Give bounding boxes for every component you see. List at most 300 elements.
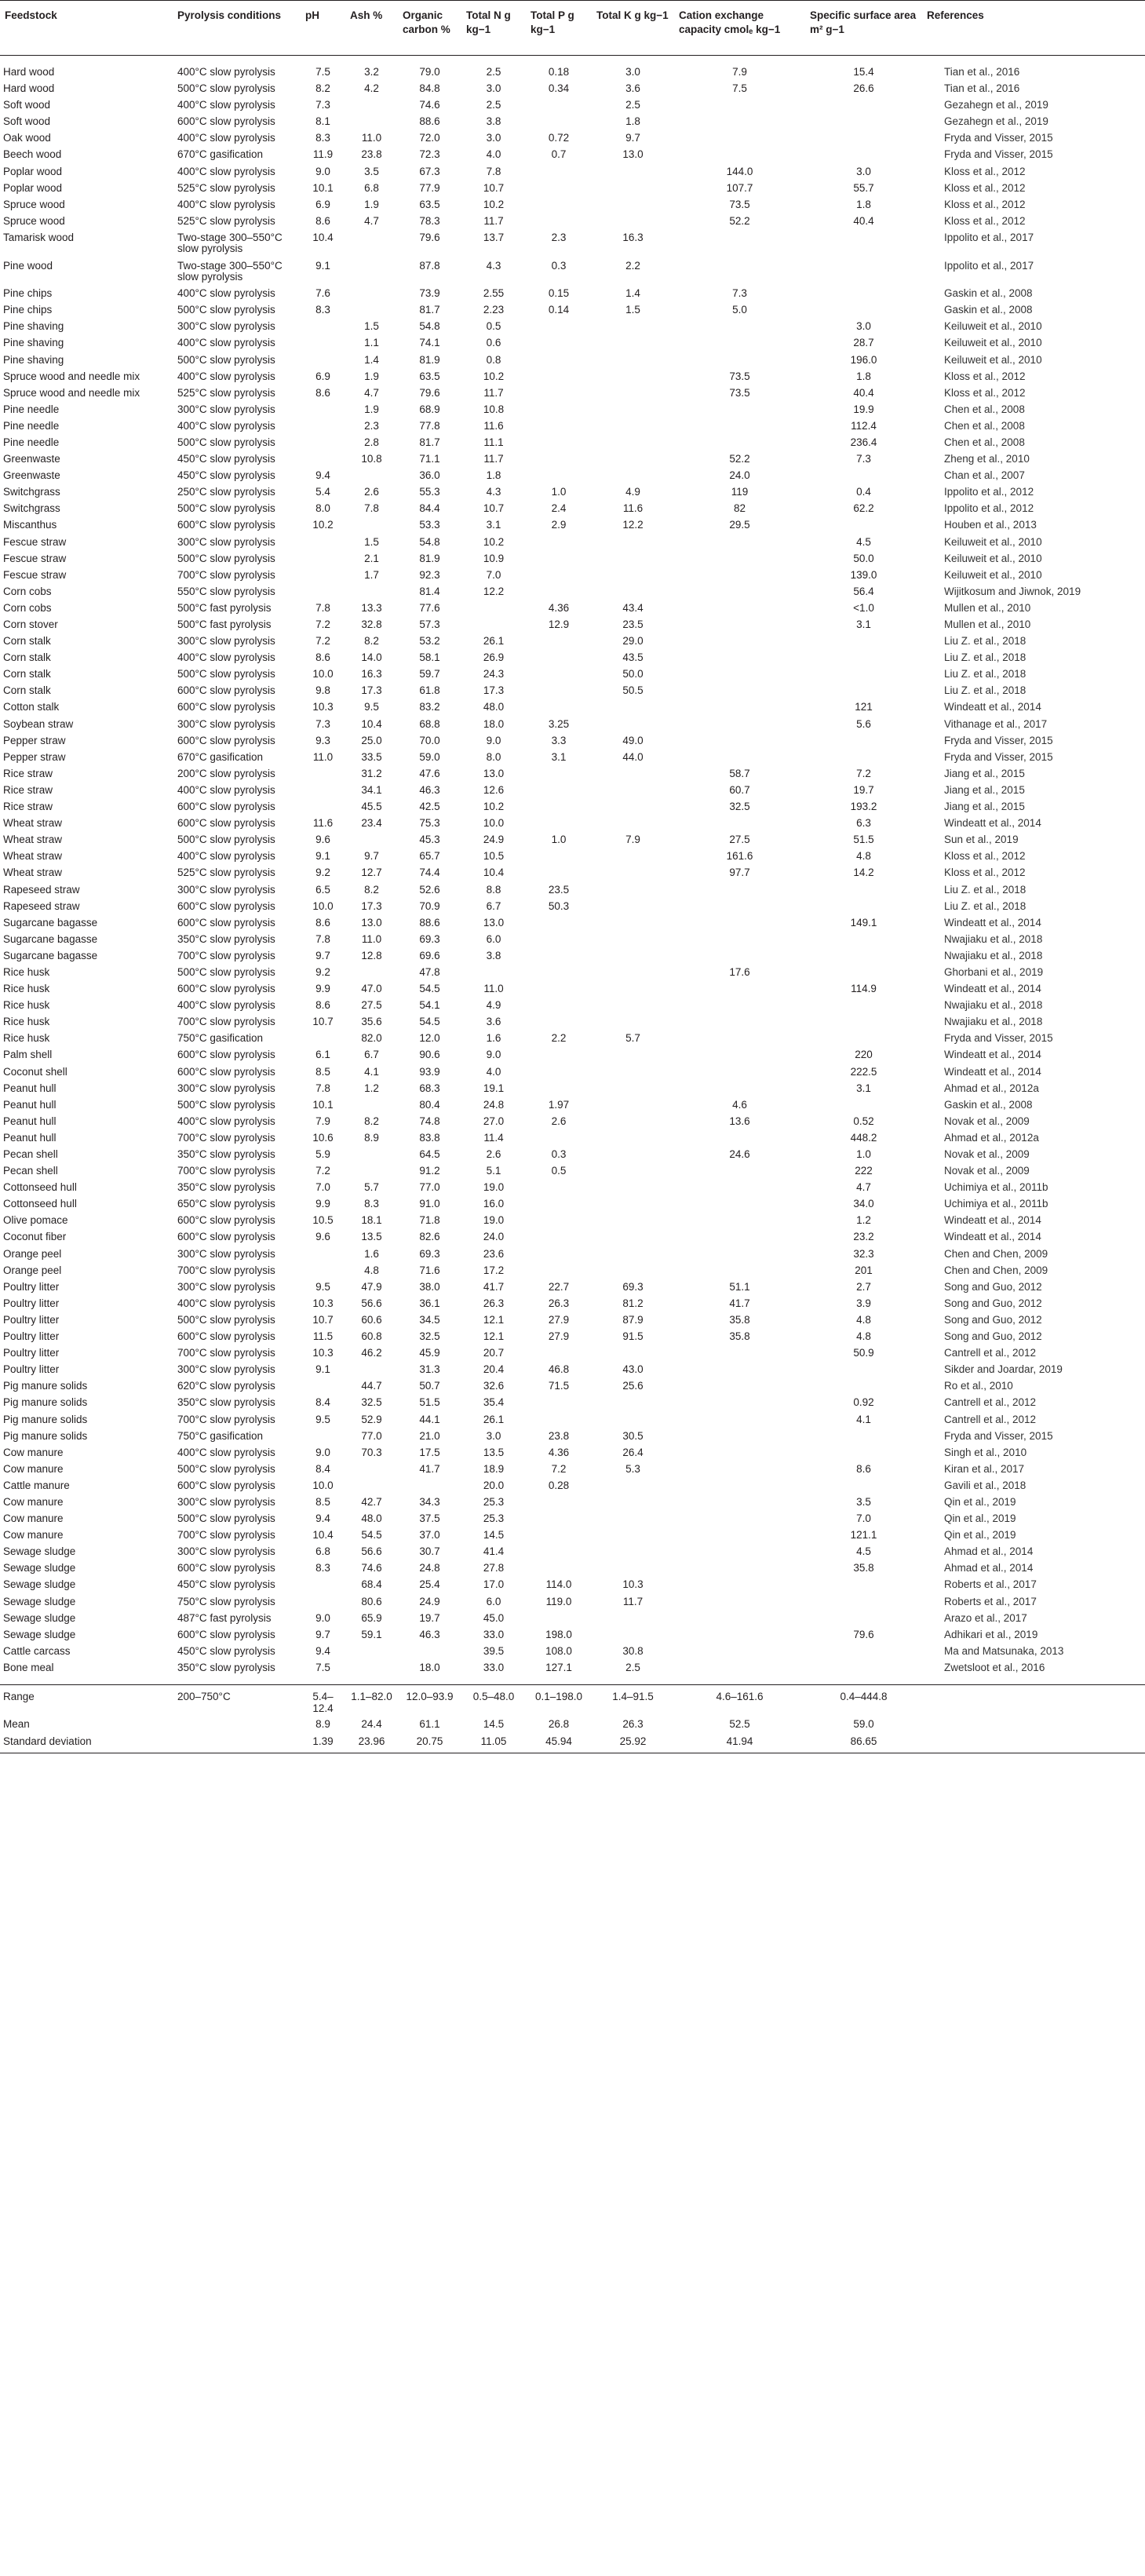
table-row [0,352,1145,369]
cell-reference: Novak et al., 2009 [944,1115,1030,1127]
cell-ph [301,783,345,799]
cell-organic-carbon: 53.3 [419,519,440,531]
cell-total-n: 14.5 [483,1529,505,1542]
cell-feedstock: Standard deviation [0,1734,173,1753]
cell-total-n: 39.5 [483,1644,505,1657]
cell-cec [674,633,805,650]
cell-total-p [526,848,592,865]
cell-reference: Keiluweit et al., 2010 [944,535,1042,548]
cell-total-k [592,915,674,932]
cell-cec [674,1362,805,1378]
cell-total-p: 0.18 [548,66,570,78]
cell-organic-carbon: 20.75 [398,1734,461,1753]
cell-ash: 42.7 [361,1495,382,1508]
cell-reference: Windeatt et al., 2014 [944,916,1041,929]
cell-total-n: 23.6 [483,1247,505,1260]
table-row [0,1428,1145,1445]
cell-total-k [592,965,674,981]
cell-reference: Gaskin et al., 2008 [944,304,1033,316]
cell-conditions: 300°C slow pyrolysis [177,883,275,896]
cell-organic-carbon: 74.1 [419,337,440,349]
cell-surface-area [805,1644,922,1660]
cell-surface-area: 3.0 [856,165,871,177]
cell-total-k [592,1627,674,1644]
table-row [0,948,1145,965]
cell-ph: 5.4 [315,486,330,498]
cell-total-n: 2.23 [483,304,505,316]
cell-total-p [526,213,592,230]
cell-ash: 47.9 [361,1280,382,1293]
cell-reference: Ahmad et al., 2012a [944,1131,1039,1144]
cell-ph: 11.5 [312,1330,334,1343]
cell-total-p: 2.3 [551,231,567,243]
cell-conditions: 500°C slow pyrolysis [177,834,275,846]
cell-total-p: 50.3 [548,899,570,912]
cell-total-p [526,865,592,881]
cell-conditions: 400°C slow pyrolysis [177,999,275,1012]
cell-ph: 6.5 [315,883,330,896]
cell-surface-area [805,1445,922,1461]
table-body [0,56,1145,1685]
cell-organic-carbon: 81.9 [419,552,440,564]
table-row [0,1395,1145,1411]
cell-conditions: 200–750°C [173,1685,301,1717]
cell-total-k [592,181,674,197]
cell-ash: 18.1 [361,1214,382,1227]
cell-surface-area: 50.0 [853,552,874,564]
cell-cec: 7.9 [732,66,747,78]
cell-reference: Song and Guo, 2012 [944,1330,1042,1343]
cell-conditions: 400°C slow pyrolysis [177,370,275,382]
cell-ph: 9.4 [315,469,330,482]
cell-surface-area [805,666,922,683]
cell-total-k: 25.6 [622,1380,644,1392]
cell-ph [301,418,345,435]
cell-feedstock: Corn stover [3,618,58,630]
cell-total-p: 127.1 [545,1661,572,1673]
cell-ph: 9.9 [315,1198,330,1210]
cell-total-n: 7.8 [486,165,501,177]
cell-ash: 3.2 [364,66,379,78]
cell-surface-area [805,468,922,484]
cell-ash [345,1163,398,1180]
cell-feedstock: Spruce wood and needle mix [3,370,140,382]
cell-ash [345,230,398,258]
cell-feedstock: Pecan shell [3,1148,58,1160]
cell-total-k: 1.4–91.5 [592,1685,674,1717]
cell-cec: 51.1 [729,1280,750,1293]
cell-surface-area: 3.1 [856,1082,871,1094]
cell-ash: 1.5 [364,535,379,548]
table-row [0,130,1145,147]
cell-organic-carbon: 84.4 [419,502,440,515]
cell-organic-carbon: 70.0 [419,734,440,746]
header-feedstock: Feedstock [0,1,173,56]
cell-total-k [592,717,674,733]
cell-ash: 1.1–82.0 [345,1685,398,1717]
cell-surface-area: 51.5 [853,834,874,846]
cell-ph: 8.4 [315,1462,330,1475]
cell-total-k [592,435,674,451]
cell-surface-area [805,114,922,130]
cell-total-k: 3.6 [625,82,640,95]
cell-reference: Kloss et al., 2012 [944,850,1026,863]
cell-organic-carbon: 82.6 [419,1231,440,1243]
cell-surface-area [805,633,922,650]
cell-ash: 4.7 [364,214,379,227]
cell-feedstock: Fescue straw [3,552,67,564]
cell-conditions: 400°C slow pyrolysis [177,287,275,300]
cell-conditions: 500°C slow pyrolysis [177,1098,275,1111]
cell-ph: 8.3 [315,1562,330,1574]
cell-surface-area: 7.2 [856,767,871,779]
cell-conditions: 600°C slow pyrolysis [177,519,275,531]
cell-feedstock: Cow manure [3,1529,64,1542]
cell-ph: 8.6 [315,651,330,664]
cell-total-k: 2.5 [625,1661,640,1673]
cell-ph: 10.1 [312,181,334,194]
cell-ash: 1.2 [364,1082,379,1094]
cell-feedstock: Spruce wood [3,214,65,227]
cell-conditions: 300°C slow pyrolysis [177,403,275,415]
cell-total-p [526,815,592,832]
cell-total-n: 10.2 [483,801,505,813]
table-row [0,501,1145,517]
cell-conditions: 670°C gasification [177,750,263,763]
cell-ph: 11.6 [312,817,334,830]
cell-total-k: 3.0 [625,66,640,78]
cell-feedstock: Spruce wood and needle mix [3,386,140,399]
cell-feedstock: Sewage sludge [3,1595,76,1607]
cell-organic-carbon: 31.3 [419,1363,440,1376]
cell-surface-area: 201 [855,1264,873,1276]
cell-ash: 27.5 [361,999,382,1012]
cell-cec: 60.7 [729,783,750,796]
cell-feedstock: Poultry litter [3,1347,60,1359]
cell-total-k: 30.8 [622,1644,644,1657]
cell-reference: Ippolito et al., 2017 [944,259,1034,272]
cell-total-n: 41.4 [483,1545,505,1558]
cell-feedstock: Poultry litter [3,1280,60,1293]
cell-total-n [461,617,526,633]
cell-organic-carbon: 64.5 [419,1148,440,1160]
cell-feedstock: Rice straw [3,767,53,779]
cell-conditions: 600°C slow pyrolysis [177,1065,275,1078]
cell-cec [674,230,805,258]
table-row [0,468,1145,484]
cell-organic-carbon: 61.8 [419,684,440,697]
cell-total-p: 198.0 [545,1628,572,1640]
table-row [0,1114,1145,1130]
cell-surface-area: 0.4–444.8 [805,1685,922,1717]
cell-cec [674,1196,805,1213]
cell-total-k [592,1494,674,1511]
header-surface-area: Specific surface area m² g−1 [805,1,922,56]
cell-feedstock: Peanut hull [3,1115,57,1127]
cell-surface-area: 26.6 [853,82,874,95]
cell-organic-carbon: 59.7 [419,668,440,680]
cell-conditions: 750°C slow pyrolysis [177,1595,275,1607]
cell-total-n: 4.3 [486,486,501,498]
cell-conditions: 500°C slow pyrolysis [177,436,275,448]
table-row [0,1461,1145,1478]
cell-reference: Keiluweit et al., 2010 [944,568,1042,581]
cell-conditions: 400°C slow pyrolysis [177,99,275,111]
cell-conditions: 500°C slow pyrolysis [177,1512,275,1525]
cell-ph [301,1577,345,1593]
cell-ph: 7.5 [315,66,330,78]
cell-ph [301,352,345,369]
cell-organic-carbon: 74.6 [419,99,440,111]
cell-organic-carbon: 37.0 [419,1529,440,1542]
cell-total-p: 0.1–198.0 [526,1685,592,1717]
cell-ash: 34.1 [361,783,382,796]
cell-conditions: 400°C slow pyrolysis [177,1446,275,1458]
cell-organic-carbon: 69.3 [419,932,440,945]
cell-total-p [526,1527,592,1544]
cell-ash: 23.96 [345,1734,398,1753]
cell-ash: 70.3 [361,1446,382,1458]
cell-total-n: 27.0 [483,1115,505,1127]
cell-ph: 10.4 [312,231,334,243]
cell-reference: Ahmad et al., 2014 [944,1562,1034,1574]
cell-total-p: 2.6 [551,1115,567,1127]
cell-total-k [592,567,674,584]
cell-feedstock: Rice straw [3,783,53,796]
cell-reference: Ahmad et al., 2012a [944,1082,1039,1094]
cell-total-n: 10.2 [483,370,505,382]
cell-reference: Liu Z. et al., 2018 [944,635,1026,648]
cell-total-p: 23.5 [548,883,570,896]
cell-conditions: 300°C slow pyrolysis [177,320,275,333]
cell-cec [674,1378,805,1395]
cell-conditions: 500°C slow pyrolysis [177,502,275,515]
cell-conditions: 600°C slow pyrolysis [177,115,275,128]
cell-organic-carbon: 81.9 [419,353,440,366]
cell-total-p [526,1246,592,1263]
cell-ph: 8.3 [315,304,330,316]
cell-organic-carbon: 30.7 [419,1545,440,1558]
cell-cec [674,1428,805,1445]
cell-conditions: 400°C slow pyrolysis [177,419,275,432]
cell-organic-carbon: 77.9 [419,181,440,194]
cell-ph: 9.4 [315,1644,330,1657]
cell-organic-carbon: 79.6 [419,386,440,399]
cell-total-k [592,1147,674,1163]
cell-ash: 77.0 [361,1429,382,1442]
cell-total-k [592,1511,674,1527]
cell-organic-carbon [398,1478,461,1494]
cell-total-p [526,164,592,181]
table-row [0,1213,1145,1229]
cell-surface-area: 86.65 [805,1734,922,1753]
cell-total-p [526,1180,592,1196]
cell-ph: 6.9 [315,370,330,382]
cell-organic-carbon: 63.5 [419,370,440,382]
cell-total-n: 13.5 [483,1446,505,1458]
cell-ash: 1.4 [364,353,379,366]
cell-surface-area: 4.7 [856,1181,871,1194]
cell-ash: 1.7 [364,568,379,581]
cell-total-k [592,783,674,799]
cell-reference: Wijitkosum and Jiwnok, 2019 [944,585,1081,597]
table-row [0,213,1145,230]
cell-ph [301,335,345,352]
cell-total-p [526,114,592,130]
cell-total-p: 0.3 [551,259,567,272]
cell-conditions: 620°C slow pyrolysis [177,1380,275,1392]
table-row [0,435,1145,451]
cell-reference: Liu Z. et al., 2018 [944,883,1026,896]
cell-cec [674,1263,805,1279]
table-row [0,451,1145,468]
cell-organic-carbon: 88.6 [419,916,440,929]
table-row [0,1312,1145,1329]
cell-feedstock: Palm shell [3,1049,53,1061]
cell-reference: Qin et al., 2019 [944,1495,1016,1508]
cell-ash: 6.8 [364,181,379,194]
cell-ash: 45.5 [361,801,382,813]
cell-organic-carbon: 87.8 [419,259,440,272]
cell-cec [674,1461,805,1478]
cell-total-p [526,766,592,783]
cell-total-k: 26.4 [622,1446,644,1458]
cell-total-k [592,402,674,418]
cell-ash: 12.8 [361,949,382,961]
cell-total-p: 0.28 [548,1479,570,1491]
cell-surface-area [805,650,922,666]
cell-total-k [592,1163,674,1180]
table-row [0,1196,1145,1213]
cell-conditions: 400°C slow pyrolysis [177,651,275,664]
cell-reference: Chen et al., 2008 [944,419,1025,432]
cell-surface-area [805,230,922,258]
cell-surface-area: 32.3 [853,1247,874,1260]
cell-cec: 82 [733,502,746,515]
cell-cec: 107.7 [726,181,753,194]
cell-ph [301,584,345,600]
table-row [0,1511,1145,1527]
cell-total-k [592,1611,674,1627]
cell-cec: 35.8 [729,1313,750,1326]
cell-ph: 10.0 [312,1479,334,1491]
cell-total-k [592,213,674,230]
cell-ph: 9.1 [315,259,330,272]
cell-conditions: 250°C slow pyrolysis [177,486,275,498]
cell-ph: 7.5 [315,1661,330,1673]
cell-conditions: 670°C gasification [177,148,263,161]
cell-reference: Roberts et al., 2017 [944,1578,1037,1591]
cell-cec: 41.94 [674,1734,805,1753]
table-row [0,1644,1145,1660]
cell-total-p: 0.14 [548,304,570,316]
cell-reference: Nwajiaku et al., 2018 [944,932,1043,945]
cell-total-p [526,319,592,335]
cell-ash: 8.2 [364,1115,379,1127]
cell-ph: 9.6 [315,1231,330,1243]
cell-conditions: 400°C slow pyrolysis [177,337,275,349]
table-row [0,666,1145,683]
cell-total-n: 33.0 [483,1628,505,1640]
cell-organic-carbon: 47.6 [419,767,440,779]
table-row [0,1064,1145,1081]
cell-cec: 52.2 [729,214,750,227]
cell-total-k: 25.92 [592,1734,674,1753]
table-row [0,981,1145,998]
cell-surface-area: 121.1 [850,1529,877,1542]
cell-total-p [526,369,592,385]
cell-organic-carbon: 80.4 [419,1098,440,1111]
cell-ash: 68.4 [361,1578,382,1591]
cell-conditions: 600°C slow pyrolysis [177,1479,275,1491]
cell-feedstock: Pine shaving [3,320,64,333]
cell-total-n: 19.0 [483,1181,505,1194]
cell-total-n: 8.8 [486,883,501,896]
cell-ph: 7.8 [315,601,330,614]
cell-conditions: 400°C slow pyrolysis [177,850,275,863]
cell-ph [301,451,345,468]
cell-reference: Keiluweit et al., 2010 [944,320,1042,333]
cell-total-k: 4.9 [625,486,640,498]
table-row [0,998,1145,1014]
cell-total-k: 43.5 [622,651,644,664]
cell-total-n: 17.2 [483,1264,505,1276]
cell-cec [674,899,805,915]
table-row [0,1544,1145,1560]
cell-ph [301,1594,345,1611]
cell-total-k [592,369,674,385]
cell-cec [674,932,805,948]
cell-total-n: 11.0 [483,983,504,995]
cell-surface-area: 196.0 [850,353,877,366]
cell-reference: Qin et al., 2019 [944,1512,1016,1525]
cell-total-n: 14.5 [483,1718,505,1731]
cell-feedstock: Sewage sludge [3,1578,76,1591]
cell-conditions: 525°C slow pyrolysis [177,386,275,399]
header-ph: pH [301,1,345,56]
cell-feedstock: Orange peel [3,1247,62,1260]
cell-reference: Windeatt et al., 2014 [944,1065,1041,1078]
cell-organic-carbon: 68.8 [419,717,440,730]
cell-reference: Song and Guo, 2012 [944,1313,1042,1326]
cell-total-k [592,584,674,600]
cell-cec [674,1660,805,1685]
cell-organic-carbon: 25.4 [419,1578,440,1591]
cell-total-n: 0.5 [486,320,501,333]
cell-total-p [526,666,592,683]
cell-reference: Windeatt et al., 2014 [944,701,1041,713]
cell-ph: 9.4 [315,1512,330,1525]
cell-surface-area: 50.9 [853,1347,874,1359]
cell-ash [345,114,398,130]
table-row [0,1527,1145,1544]
cell-surface-area: 40.4 [853,386,874,399]
cell-cec [674,1594,805,1611]
cell-total-p: 0.5 [551,1165,567,1177]
cell-total-n: 5.1 [486,1165,501,1177]
cell-cec [674,650,805,666]
cell-organic-carbon: 17.5 [419,1446,440,1458]
cell-feedstock: Pine wood [3,259,53,272]
cell-surface-area: 3.9 [856,1297,871,1309]
cell-cec [674,600,805,617]
cell-total-k: 29.0 [622,635,644,648]
cell-feedstock: Pepper straw [3,750,66,763]
cell-ph [301,435,345,451]
cell-conditions [173,1717,301,1734]
cell-surface-area [805,517,922,534]
cell-ash: 4.7 [364,386,379,399]
